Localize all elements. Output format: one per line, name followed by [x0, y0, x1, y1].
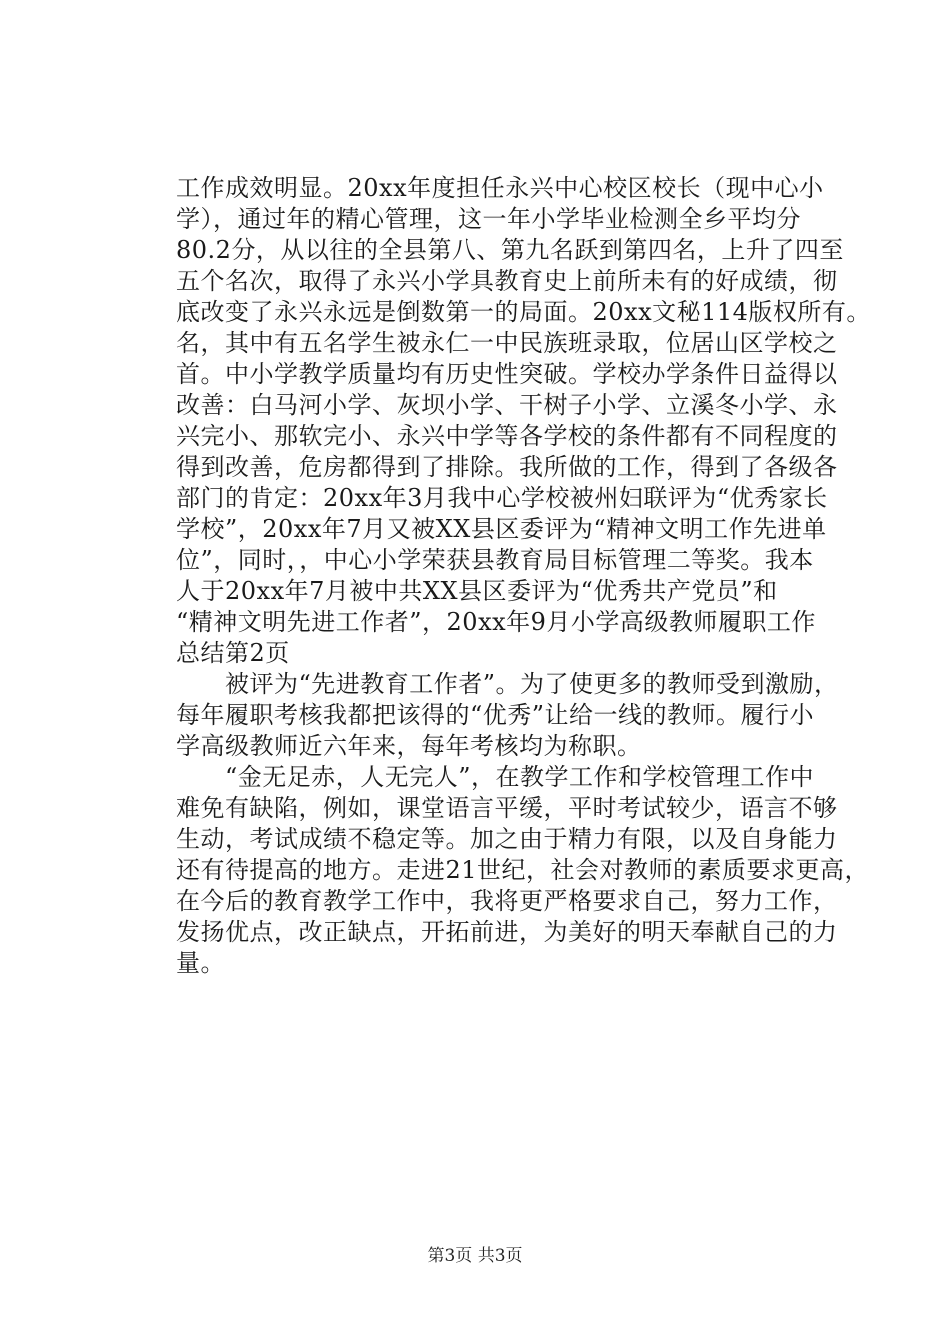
body-text-line: 改善：白马河小学、灰坝小学、干树子小学、立溪冬小学、永: [176, 391, 838, 419]
body-text-line: 还有待提高的地方。走进21世纪，社会对教师的素质要求更高，: [176, 856, 870, 884]
body-text-line: 人于20xx年7月被中共XX县区委评为“优秀共产党员”和: [176, 577, 778, 605]
body-text-line: 发扬优点，改正缺点，开拓前进，为美好的明天奉献自己的力: [176, 918, 838, 946]
body-text-line: 80.2分，从以往的全县第八、第九名跃到第四名，上升了四至: [176, 236, 844, 264]
body-text-line: 位”，同时，，中心小学荣获县教育局目标管理二等奖。我本: [176, 546, 814, 574]
body-text-line: 在今后的教育教学工作中，我将更严格要求自己，努力工作，: [176, 887, 838, 915]
body-text-line: 学高级教师近六年来，每年考核均为称职。: [176, 732, 642, 760]
body-text-line: 底改变了永兴永远是倒数第一的局面。20xx文秘114版权所有。: [176, 298, 871, 326]
body-text-line: 难免有缺陷，例如，课堂语言平缓，平时考试较少，语言不够: [176, 794, 838, 822]
body-text-line: 总结第2页: [176, 639, 290, 667]
page-number-footer: 第3页 共3页: [427, 1246, 523, 1266]
body-text-line: 首。中小学教学质量均有历史性突破。学校办学条件日益得以: [176, 360, 838, 388]
body-text-line: 每年履职考核我都把该得的“优秀”让给一线的教师。履行小: [176, 701, 815, 729]
body-text-line: 量。: [176, 949, 225, 977]
body-text-line: 生动，考试成绩不稳定等。加之由于精力有限，以及自身能力: [176, 825, 838, 853]
body-text-line: 被评为“先进教育工作者”。为了使更多的教师受到激励，: [176, 670, 839, 698]
body-text-line: 五个名次，取得了永兴小学具教育史上前所未有的好成绩，彻: [176, 267, 838, 295]
body-text-line: 学），通过年的精心管理，这一年小学毕业检测全乡平均分: [176, 205, 801, 233]
body-text-line: 名，其中有五名学生被永仁一中民族班录取，位居山区学校之: [176, 329, 838, 357]
body-text-line: 得到改善，危房都得到了排除。我所做的工作，得到了各级各: [176, 453, 838, 481]
body-text-line: 工作成效明显。20xx年度担任永兴中心校区校长（现中心小: [176, 174, 824, 202]
body-text-line: 兴完小、那软完小、永兴中学等各学校的条件都有不同程度的: [176, 422, 838, 450]
body-text-line: 部门的肯定：20xx年3月我中心学校被州妇联评为“优秀家长: [176, 484, 828, 512]
body-text-line: “金无足赤，人无完人”，在教学工作和学校管理工作中: [176, 763, 815, 791]
body-text-line: 学校”，20xx年7月又被XX县区委评为“精神文明工作先进单: [176, 515, 827, 543]
body-text-line: “精神文明先进工作者”，20xx年9月小学高级教师履职工作: [176, 608, 816, 636]
